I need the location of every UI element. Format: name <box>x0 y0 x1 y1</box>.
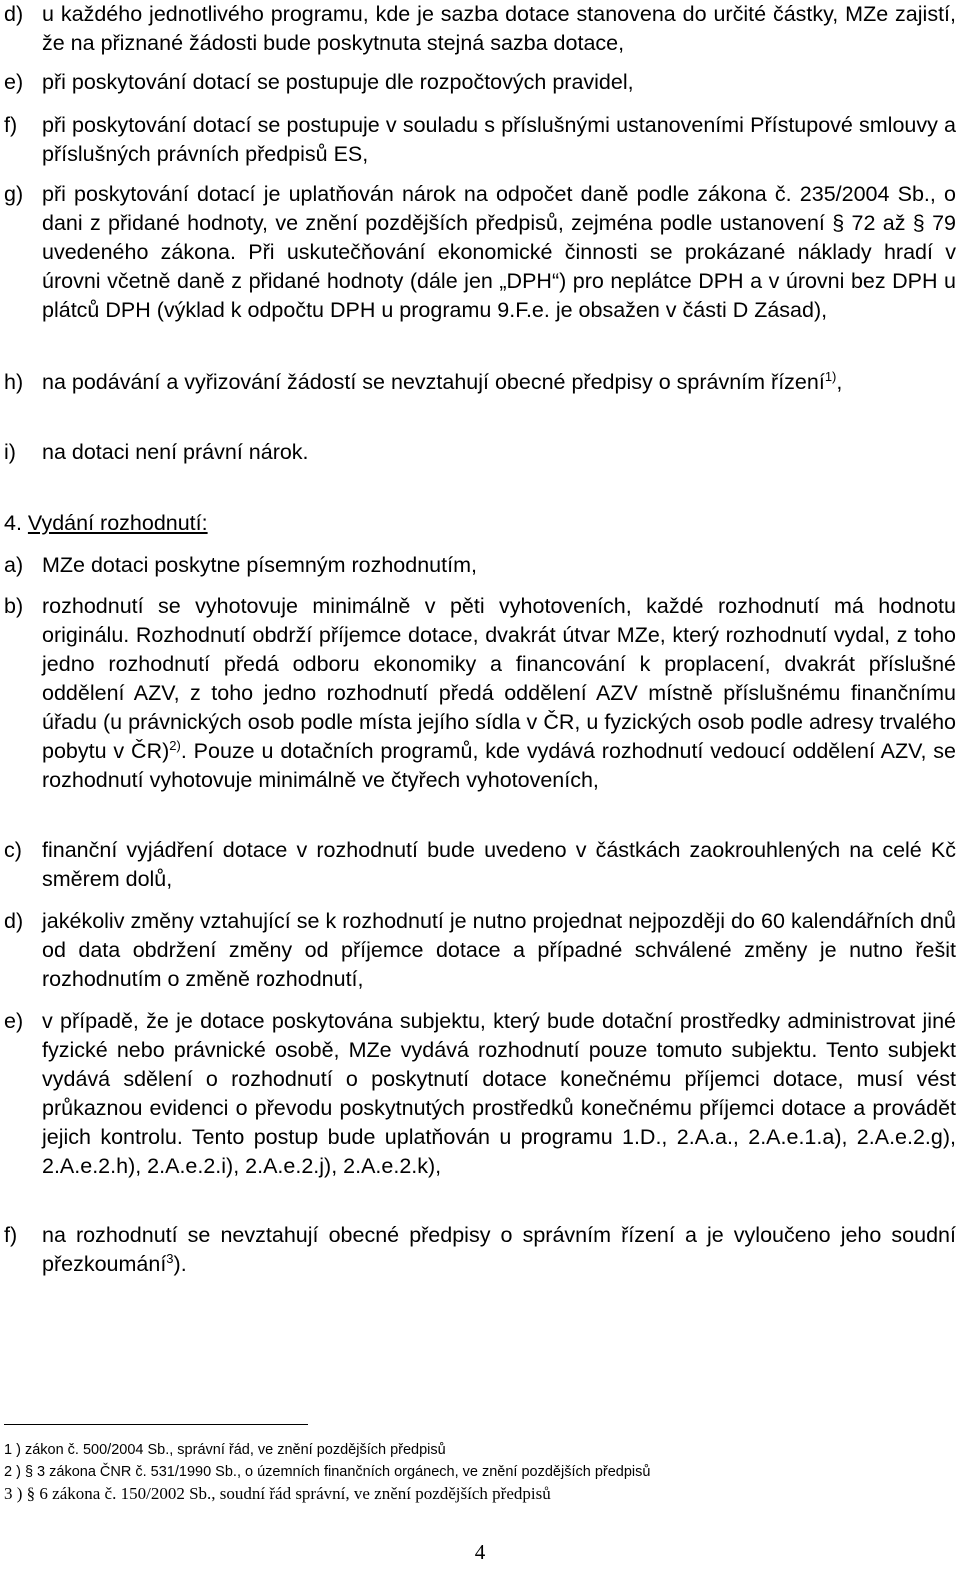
item-text-wrap <box>42 592 956 795</box>
item-text: finanční vyjádření dotace v rozhodnutí bude uvedeno v částkách zaokrouhlených na celé Kč směrem dolů, <box>42 838 956 891</box>
section-number: 4. <box>4 511 22 535</box>
list-item-e <box>4 68 956 97</box>
list-item-d <box>4 0 956 58</box>
item-text: rozhodnutí se vyhotovuje minimálně v pěti vyhotoveních, každé rozhodnutí má hodnotu originálu. Rozhodnutí obdrží příjemce dotace, dvakrát útvar MZe, který rozhodnutí vydal, z toho jedno rozhodnutí předá odboru ekonomiky a financování k proplacení, dvakrát příslušné oddělení AZV, z toho jedno rozhodnutí předá oddělení AZV místně příslušnému finančnímu úřadu (u právnických osob podle místa jejího sídla v ČR, u fyzických osob podle adresy trvalého pobytu v ČR) <box>42 594 956 763</box>
item-label: a) <box>4 553 24 577</box>
item-text: MZe dotaci poskytne písemným rozhodnutím, <box>42 553 477 577</box>
list-item-h <box>4 368 956 397</box>
section-title: Vydání rozhodnutí: <box>27 511 208 535</box>
item-text: jakékoliv změny vztahující se k rozhodnutí je nutno projednat nejpozději do 60 kalendářních dnů od data obdržení změny od příjemce dotace a případné schválené změny je nutno řešit rozhodnutím o změně rozhodnutí, <box>42 909 956 991</box>
item-text: při poskytování dotací se postupuje v souladu s příslušnými ustanoveními Přístupové smlouvy a příslušných právních předpisů ES, <box>42 113 956 166</box>
item-text-tail: . Pouze u dotačních programů, kde vydává rozhodnutí vedoucí oddělení AZV, se rozhodnutí vyhotovuje minimálně ve čtyřech vyhotoveních, <box>42 739 957 792</box>
item-text: na podávání a vyřizování žádostí se nevztahují obecné předpisy o správním řízení <box>42 370 825 394</box>
item-text-wrap <box>42 1221 956 1279</box>
item-label: b) <box>4 594 24 618</box>
list-item-i <box>4 438 956 467</box>
footnote-3: 3 ) § 6 zákona č. 150/2002 Sb., soudní řád správní, ve znění pozdějších předpisů <box>4 1484 551 1503</box>
item-text-tail: , <box>836 370 843 394</box>
page-number: 4 <box>474 1540 486 1564</box>
item-label: g) <box>4 182 24 206</box>
item-label: d) <box>4 909 24 933</box>
footnote-ref: 3 <box>166 1250 174 1266</box>
item-label: f) <box>4 113 18 137</box>
item-label: f) <box>4 1223 18 1247</box>
item-text: na rozhodnutí se nevztahují obecné předpisy o správním řízení a je vyloučeno jeho soudní přezkoumání <box>42 1223 956 1276</box>
item-label: e) <box>4 70 24 94</box>
item-text: v případě, že je dotace poskytována subjektu, který bude dotační prostředky administrovat jiné fyzické nebo právnické osobě, MZe vydává rozhodnutí pouze tomuto subjektu. Tento subjekt vydává sdělení o rozhodnutí o poskytnutí dotace konečnému příjemci dotace, musí vést průkaznou evidenci o převodu poskytnutých prostředků konečnému příjemci dotace a provádět jejich kontrolu. Tento postup bude uplatňován u programu 1.D., 2.A.a., 2.A.e.1.a), 2.A.e.2.g), 2.A.e.2.h), 2.A.e.2.i), 2.A.e.2.j), 2.A.e.2.k), <box>42 1009 956 1178</box>
footnote-separator <box>4 1424 308 1425</box>
footnote-ref: 1) <box>824 368 837 384</box>
item-text: na dotaci není právní nárok. <box>42 440 309 464</box>
list-item-a <box>4 551 956 580</box>
item-label: e) <box>4 1009 24 1033</box>
list-item-c <box>4 836 956 894</box>
list-item-d2 <box>4 907 956 994</box>
item-label: i) <box>4 440 16 464</box>
item-text-tail: ). <box>173 1252 187 1276</box>
list-item-b <box>4 592 956 795</box>
item-text: při poskytování dotací se postupuje dle rozpočtových pravidel, <box>42 70 634 94</box>
item-text: při poskytování dotací je uplatňován nárok na odpočet daně podle zákona č. 235/2004 Sb., o dani z přidané hodnoty, ve znění pozdějších předpisů, zejména podle ustanovení § 72 až § 79 uvedeného zákona. Při uskutečňování ekonomické činnosti se prokázané náklady hradí v úrovni včetně daně z přidané hodnoty (dále jen „DPH“) pro neplátce DPH a v úrovni bez DPH u plátců DPH (výklad k odpočtu DPH u programu 9.F.e. je obsažen v části D Zásad), <box>42 182 956 322</box>
section-heading <box>4 509 208 538</box>
footnote-ref: 2) <box>169 737 181 753</box>
item-label: c) <box>4 838 22 862</box>
list-item-g <box>4 180 956 325</box>
footnote-2: 2 ) § 3 zákona ČNR č. 531/1990 Sb., o územních finančních orgánech, ve znění pozdějších předpisů <box>4 1464 651 1480</box>
list-item-f2 <box>4 1221 956 1279</box>
item-text: u každého jednotlivého programu, kde je sazba dotace stanovena do určité částky, MZe zajistí, že na přiznané žádosti bude poskytnuta stejná sazba dotace, <box>42 2 956 55</box>
item-label: h) <box>4 370 24 394</box>
item-label: d) <box>4 2 24 26</box>
footnote-1: 1 ) zákon č. 500/2004 Sb., správní řád, ve znění pozdějších předpisů <box>4 1442 446 1458</box>
list-item-f <box>4 111 956 169</box>
item-text-wrap <box>42 368 956 397</box>
list-item-e2 <box>4 1007 956 1181</box>
